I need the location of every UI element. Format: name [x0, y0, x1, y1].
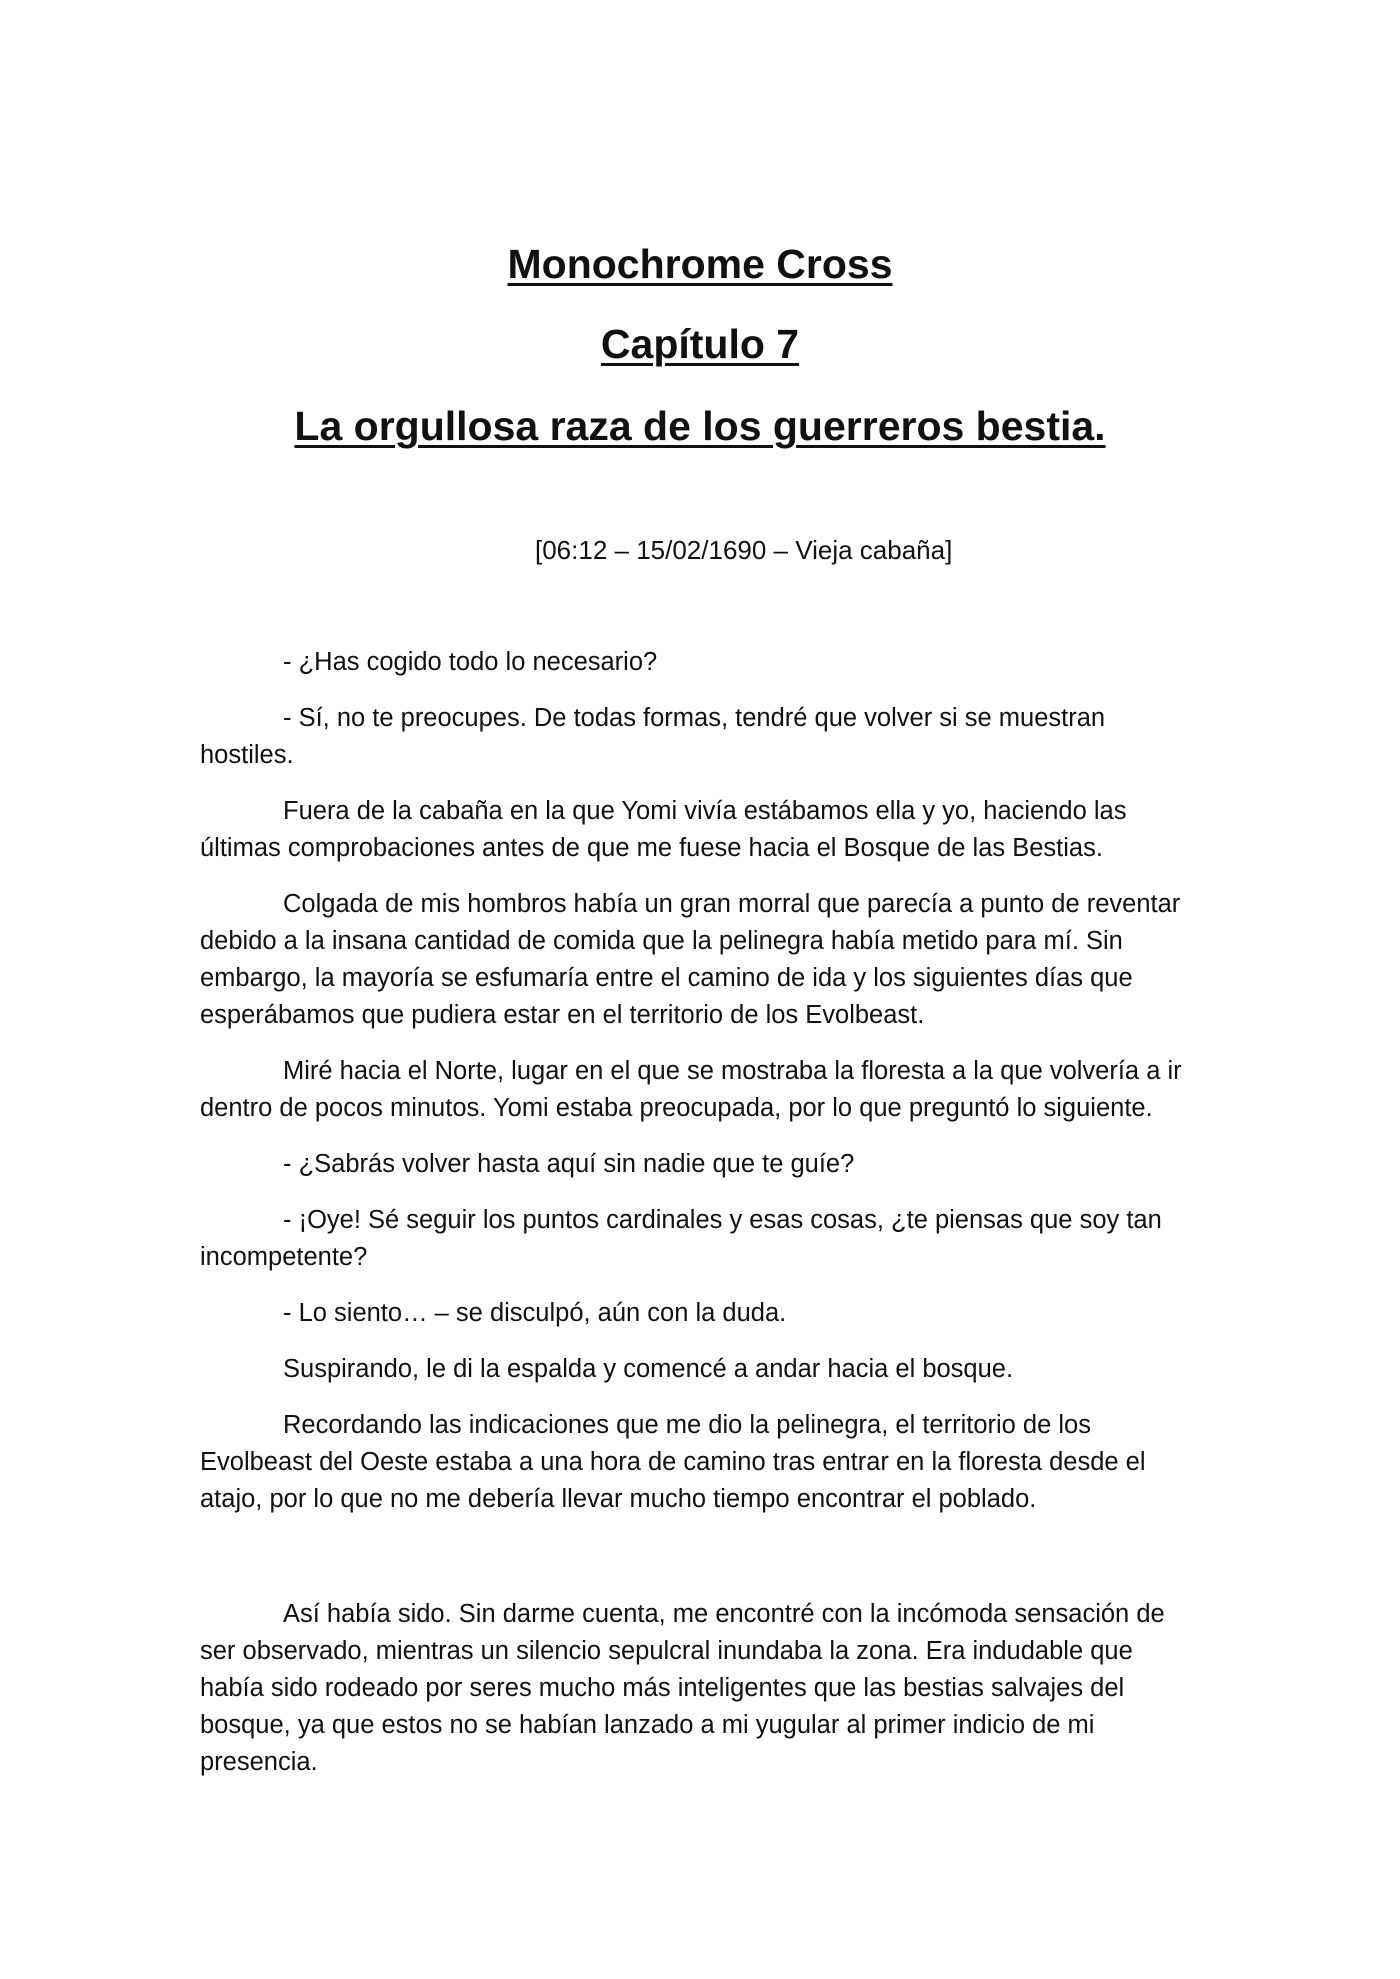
paragraph: Colgada de mis hombros había un gran morral que parecía a punto de reventar debido a la insana cantidad de comida que la pelinegra había metido para mí. Sin embargo, la mayoría se esfumaría entre el camino de ida y los siguientes días que esperábamos que pudiera estar en el territorio de los Evolbeast. [200, 890, 1181, 1029]
paragraph: - Sí, no te preocupes. De todas formas, tendré que volver si se muestran hostiles. [200, 704, 1106, 769]
chapter-body [200, 644, 1200, 1800]
chapter-title: La orgullosa raza de los guerreros bestia. [294, 403, 1106, 449]
scene-dateline: [06:12 – 15/02/1690 – Vieja cabaña] [535, 535, 953, 565]
paragraph: Suspirando, le di la espalda y comencé a andar hacia el bosque. [283, 1355, 1014, 1383]
paragraph: - ¡Oye! Sé seguir los puntos cardinales y esas cosas, ¿te piensas que soy tan incompetente? [200, 1206, 1162, 1271]
paragraph: Recordando las indicaciones que me dio la pelinegra, el territorio de los Evolbeast del Oeste estaba a una hora de camino tras entrar en la floresta desde el atajo, por lo que no me debería llevar mucho tiempo encontrar el poblado. [200, 1411, 1146, 1513]
paragraph: - ¿Has cogido todo lo necesario? [283, 648, 658, 676]
paragraph: Fuera de la cabaña en la que Yomi vivía estábamos ella y yo, haciendo las últimas comprobaciones antes de que me fuese hacia el Bosque de las Bestias. [200, 797, 1127, 862]
paragraph: - Lo siento… – se disculpó, aún con la duda. [283, 1299, 787, 1327]
chapter-number: Capítulo 7 [600, 321, 800, 367]
document-title: Monochrome Cross [507, 241, 893, 287]
paragraph: Miré hacia el Norte, lugar en el que se mostraba la floresta a la que volvería a ir dentro de pocos minutos. Yomi estaba preocupada, por lo que preguntó lo siguiente. [200, 1057, 1182, 1122]
paragraph: Así había sido. Sin darme cuenta, me encontré con la incómoda sensación de ser observado, mientras un silencio sepulcral inundaba la zona. Era indudable que había sido rodeado por seres mucho más inteligentes que las bestias salvajes del bosque, ya que estos no se habían lanzado a mi yugular al primer indicio de mi presencia. [200, 1600, 1165, 1776]
paragraph: - ¿Sabrás volver hasta aquí sin nadie que te guíe? [283, 1150, 855, 1178]
